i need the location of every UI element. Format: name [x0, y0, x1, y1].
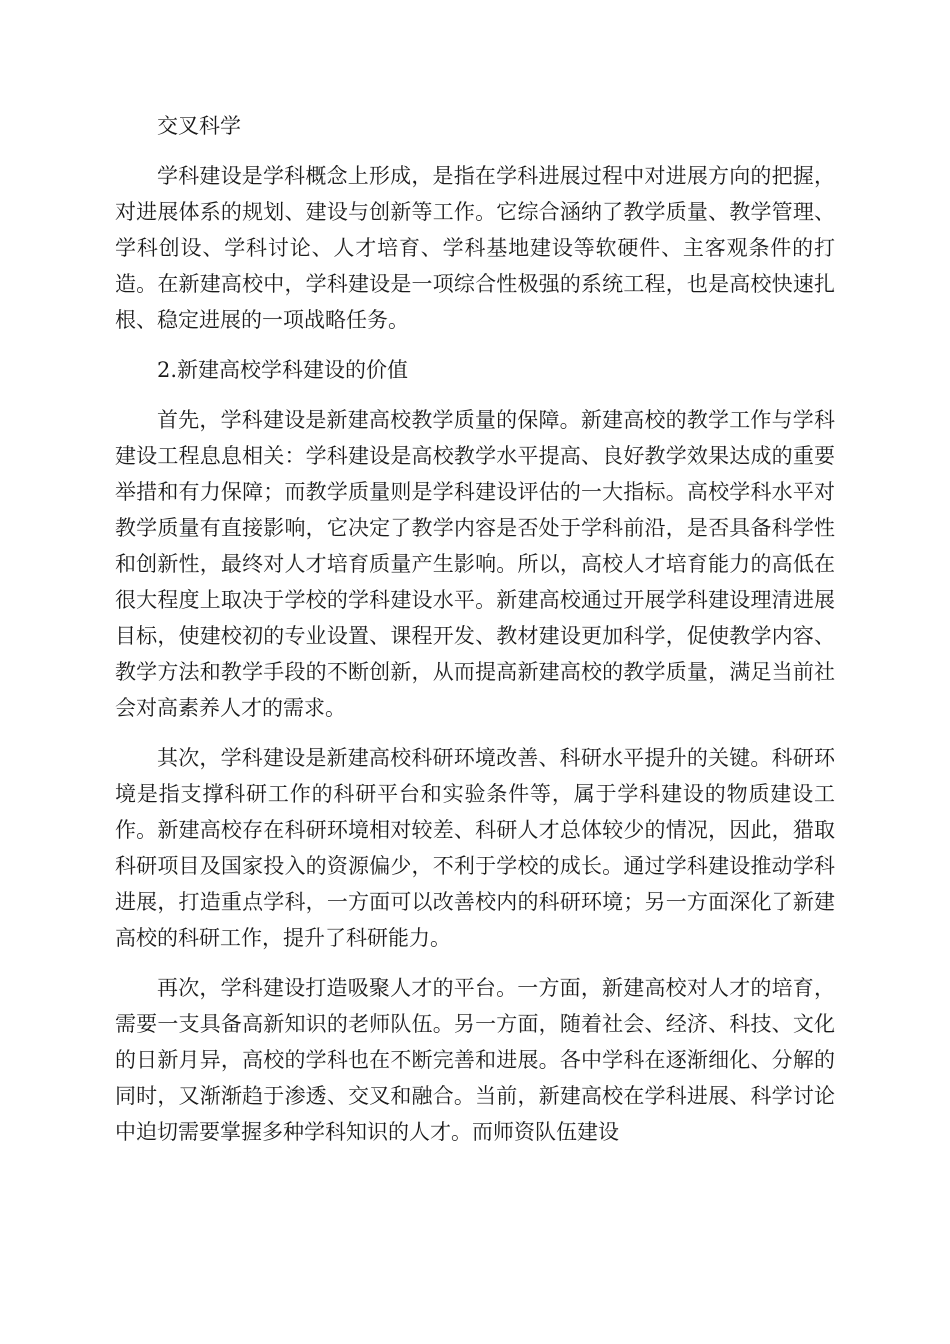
paragraph-second: 其次，学科建设是新建高校科研环境改善、科研水平提升的关键。科研环境是指支撑科研工作的科研平台和实验条件等，属于学科建设的物质建设工作。新建高校存在科研环境相对较差、科研人才总体较少的情况，因此，猎取科研项目及国家投入的资源偏少，不利于学校的成长。通过学科建设推动学科进展，打造重点学科，一方面可以改善校内的科研环境；另一方面深化了新建高校的科研工作，提升了科研能力。 — [115, 746, 835, 950]
section-heading-value: 2.新建高校学科建设的价值 — [157, 358, 409, 382]
paragraph-first: 首先，学科建设是新建高校教学质量的保障。新建高校的教学工作与学科建设工程息息相关：学科建设是高校教学水平提高、良好教学效果达成的重要举措和有力保障；而教学质量则是学科建设评估的一大指标。高校学科水平对教学质量有直接影响，它决定了教学内容是否处于学科前沿，是否具备科学性和创新性，最终对人才培育质量产生影响。所以，高校人才培育能力的高低在很大程度上取决于学校的学科建设水平。新建高校通过开展学科建设理清进展目标，使建校初的专业设置、课程开发、教材建设更加科学，促使教学内容、教学方法和教学手段的不断创新，从而提高新建高校的教学质量，满足当前社会对高素养人才的需求。 — [115, 408, 835, 720]
paragraph-definition: 学科建设是学科概念上形成，是指在学科进展过程中对进展方向的把握，对进展体系的规划、建设与创新等工作。它综合涵纳了教学质量、教学管理、学科创设、学科讨论、人才培育、学科基地建设等软硬件、主客观条件的打造。在新建高校中，学科建设是一项综合性极强的系统工程，也是高校快速扎根、稳定进展的一项战略任务。 — [115, 164, 835, 332]
document-page — [115, 108, 835, 1150]
paragraph-third: 再次，学科建设打造吸聚人才的平台。一方面，新建高校对人才的培育，需要一支具备高新知识的老师队伍。另一方面，随着社会、经济、科技、文化的日新月异，高校的学科也在不断完善和进展。各中学科在逐渐细化、分解的同时，又渐渐趋于渗透、交叉和融合。当前，新建高校在学科进展、科学讨论中迫切需要掌握多种学科知识的人才。而师资队伍建设 — [115, 976, 835, 1144]
section-heading-interdisciplinary: 交叉科学 — [157, 114, 241, 138]
